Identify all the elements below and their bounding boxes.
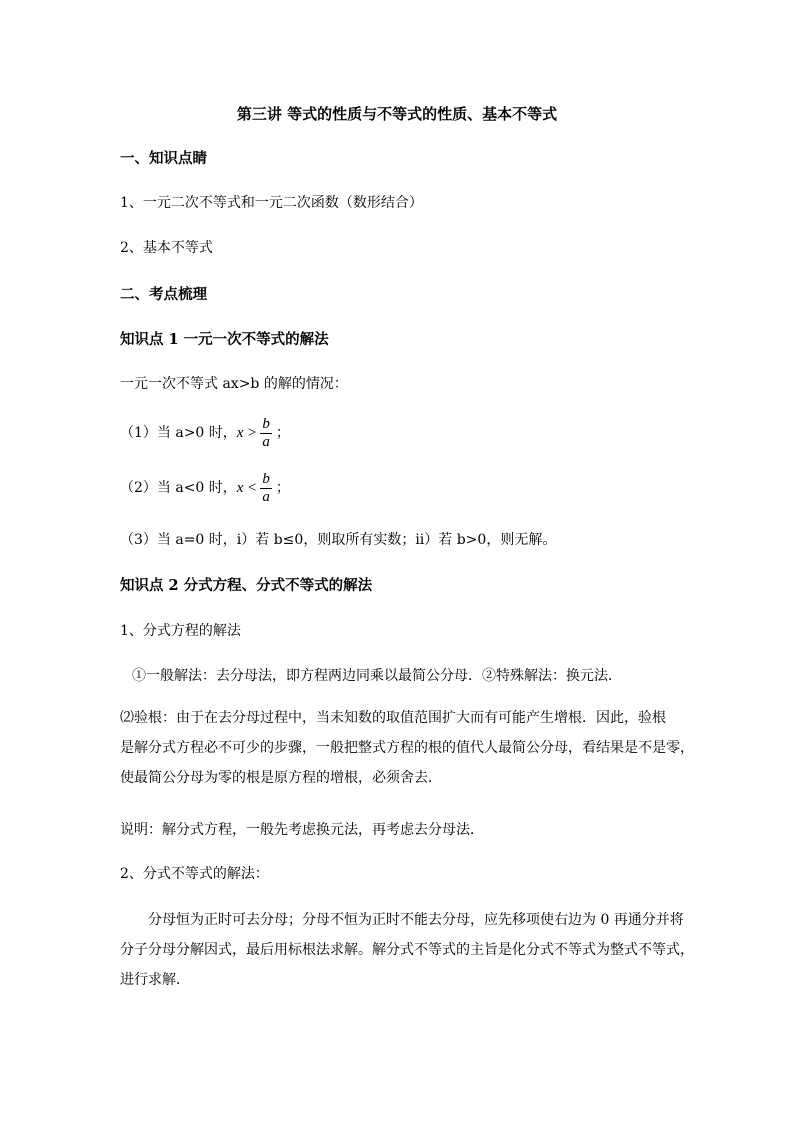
case-1-suffix: ； bbox=[275, 425, 290, 441]
kp1-heading: 知识点 1 一元一次不等式的解法 bbox=[120, 331, 329, 348]
case-2-prefix: （2）当 a<0 时， bbox=[120, 480, 237, 496]
case-2-fraction bbox=[260, 471, 272, 506]
kp1-case-3: （3）当 a=0 时，i）若 b≤0，则取所有实数；ii）若 b>0，则无解。 bbox=[120, 532, 557, 548]
kp1-case-1 bbox=[120, 415, 290, 451]
case-2-denominator: a bbox=[262, 488, 270, 505]
kp1-intro: 一元一次不等式 ax>b 的解的情况： bbox=[120, 376, 348, 392]
kp2-sub-heading-1: 1、分式方程的解法 bbox=[120, 623, 241, 639]
case-2-operator: < bbox=[247, 480, 257, 496]
kp2-check-paragraph bbox=[120, 703, 694, 793]
kp2-sub-heading-2: 2、分式不等式的解法： bbox=[120, 866, 269, 882]
case-1-operator: > bbox=[247, 425, 257, 441]
ineq-line-2: 分子分母分解因式，最后用标根法求解。解分式不等式的主旨是化分式不等式为整式不等式， bbox=[120, 942, 694, 958]
check-line-1: ⑵验根：由于在去分母过程中，当未知数的取值范围扩大而有可能产生增根．因此，验根 bbox=[120, 710, 666, 726]
kp2-heading: 知识点 2 分式方程、分式不等式的解法 bbox=[120, 577, 373, 594]
case-1-prefix: （1）当 a>0 时， bbox=[120, 425, 237, 441]
case-2-numerator: b bbox=[262, 470, 270, 487]
case-1-denominator: a bbox=[262, 433, 270, 450]
ineq-line-3: 进行求解． bbox=[120, 972, 190, 988]
check-line-2: 是解分式方程必不可少的步骤，一般把整式方程的根的值代人最简公分母，看结果是不是零， bbox=[120, 740, 694, 756]
page-title: 第三讲 等式的性质与不等式的性质、基本不等式 bbox=[236, 105, 558, 123]
case-1-fraction bbox=[260, 416, 272, 451]
case-1-variable: x bbox=[236, 425, 244, 441]
knowledge-item-2: 2、基本不等式 bbox=[120, 240, 213, 256]
ineq-line-1: 分母恒为正时可去分母；分母不恒为正时不能去分母，应先移项使右边为 0 再通分并将 bbox=[120, 912, 684, 928]
case-1-numerator: b bbox=[262, 415, 270, 432]
case-2-variable: x bbox=[236, 480, 244, 496]
section-heading-review: 二、考点梳理 bbox=[120, 286, 207, 303]
knowledge-item-1: 1、一元二次不等式和一元二次函数（数形结合） bbox=[120, 195, 423, 211]
kp1-case-2 bbox=[120, 470, 290, 506]
kp2-inequality-paragraph bbox=[120, 905, 694, 995]
kp2-method: ①一般解法：去分母法，即方程两边同乘以最简公分母．②特殊解法：换元法． bbox=[132, 668, 622, 684]
check-line-3: 使最简公分母为零的根是原方程的增根，必须舍去． bbox=[120, 770, 442, 786]
case-2-suffix: ； bbox=[275, 480, 290, 496]
kp2-note: 说明：解分式方程，一般先考虑换元法，再考虑去分母法． bbox=[120, 822, 484, 838]
section-heading-knowledge: 一、知识点睛 bbox=[120, 150, 207, 167]
